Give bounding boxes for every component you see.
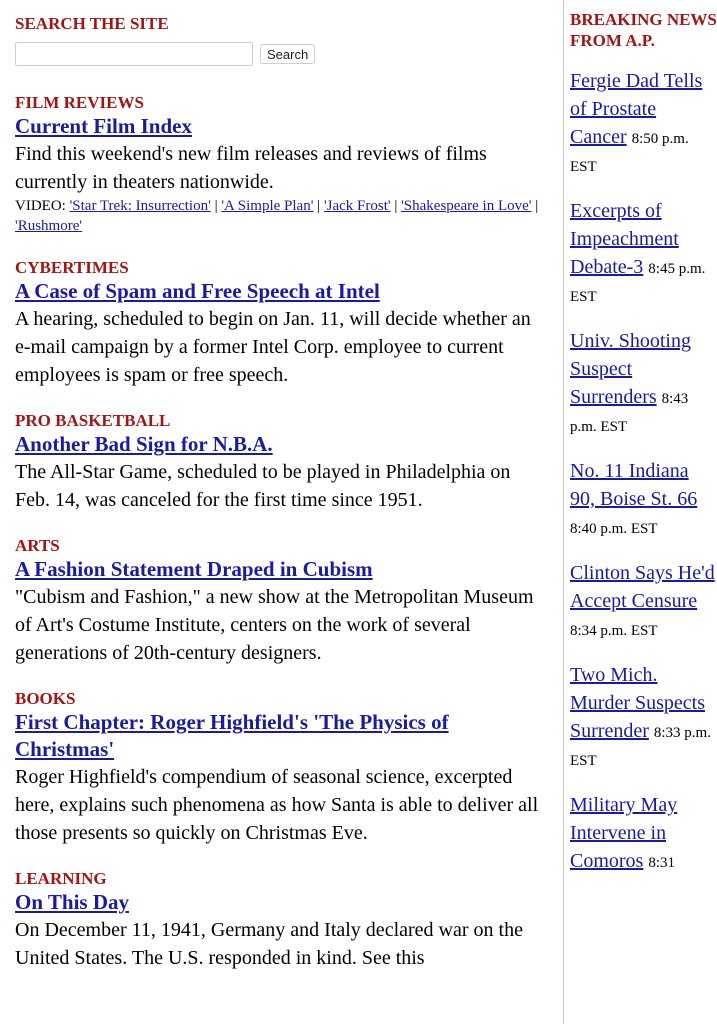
news-link[interactable]: Excerpts of Impeachment Debate-3 [570, 200, 679, 278]
news-link[interactable]: Univ. Shooting Suspect Surrenders [570, 330, 691, 408]
section-label: FILM REVIEWS [15, 93, 144, 112]
video-link[interactable]: 'A Simple Plan' [221, 198, 314, 214]
search-row [15, 39, 545, 69]
news-link[interactable]: Two Mich. Murder Suspects Surrender [570, 664, 705, 742]
news-item [570, 197, 717, 309]
search-label: SEARCH THE SITE [15, 14, 169, 33]
news-time: 8:50 p.m. EST [570, 131, 689, 175]
section-description: The All-Star Game, scheduled to be played in Philadelphia on Feb. 14, was canceled for the first time since 1951. [15, 461, 511, 511]
news-item [570, 327, 717, 439]
headline-link[interactable]: First Chapter: Roger Highfield's 'The Physics of Christmas' [15, 710, 449, 761]
section-description: On December 11, 1941, Germany and Italy declared war on the United States. The U.S. responded in kind. See this [15, 919, 523, 969]
news-list [570, 67, 717, 875]
news-time: 8:33 p.m. EST [570, 725, 711, 769]
section-description: "Cubism and Fashion," a new show at the Metropolitan Museum of Art's Costume Institute, centers on the work of several generations of 20th-century designers. [15, 586, 534, 664]
news-time: 8:31 [648, 855, 676, 871]
section-cybertimes [15, 258, 545, 389]
news-item [570, 559, 717, 643]
main-column [15, 14, 545, 972]
news-time: 8:43 p.m. EST [570, 391, 689, 435]
section-label: PRO BASKETBALL [15, 411, 171, 430]
section-label: BOOKS [15, 689, 76, 708]
news-time: 8:34 p.m. EST [570, 623, 658, 639]
video-link[interactable]: 'Star Trek: Insurrection' [69, 198, 211, 214]
news-link[interactable]: Clinton Says He'd Accept Censure [570, 562, 715, 612]
section-description: A hearing, scheduled to begin on Jan. 11, will decide whether an e-mail campaign by a former Intel Corp. employee to current employees is spam or free speech. [15, 308, 531, 386]
headline-link[interactable]: Current Film Index [15, 114, 192, 138]
headline-link[interactable]: Another Bad Sign for N.B.A. [15, 432, 273, 456]
headline-link[interactable]: A Case of Spam and Free Speech at Intel [15, 279, 380, 303]
video-link[interactable]: 'Shakespeare in Love' [401, 198, 532, 214]
section-learning [15, 869, 545, 972]
headline-link[interactable]: A Fashion Statement Draped in Cubism [15, 557, 373, 581]
news-time: 8:40 p.m. EST [570, 521, 658, 537]
section-label: ARTS [15, 536, 60, 555]
news-time: 8:45 p.m. EST [570, 261, 706, 305]
news-link[interactable]: Fergie Dad Tells of Prostate Cancer [570, 70, 703, 148]
section-description: Roger Highfield's compendium of seasonal science, excerpted here, explains such phenomena as how Santa is able to deliver all those presents so quickly on Christmas Eve. [15, 766, 539, 844]
section-pro-basketball [15, 411, 545, 514]
search-button[interactable]: Search [260, 44, 315, 64]
section-film-reviews [15, 93, 545, 236]
news-link[interactable]: Military May Intervene in Comoros [570, 794, 678, 872]
video-links: VIDEO: 'Star Trek: Insurrection' | 'A Simple Plan' | 'Jack Frost' | 'Shakespeare in Love' | 'Rushmore' [15, 198, 539, 234]
section-arts [15, 536, 545, 667]
breaking-news-sidebar [563, 0, 717, 1024]
headline-link[interactable]: On This Day [15, 890, 129, 914]
search-input[interactable] [15, 42, 253, 66]
video-prefix: VIDEO: [15, 198, 66, 214]
news-item [570, 791, 717, 875]
section-description: Find this weekend's new film releases and reviews of films currently in theaters nationwide. [15, 143, 487, 193]
news-item [570, 67, 717, 179]
sidebar-title: BREAKING NEWS FROM A.P. [570, 10, 717, 50]
news-item [570, 457, 717, 541]
news-item [570, 661, 717, 773]
video-link[interactable]: 'Jack Frost' [323, 198, 391, 214]
section-label: CYBERTIMES [15, 258, 129, 277]
section-label: LEARNING [15, 869, 107, 888]
news-link[interactable]: No. 11 Indiana 90, Boise St. 66 [570, 460, 698, 510]
section-books [15, 689, 545, 847]
video-link[interactable]: 'Rushmore' [15, 218, 83, 234]
